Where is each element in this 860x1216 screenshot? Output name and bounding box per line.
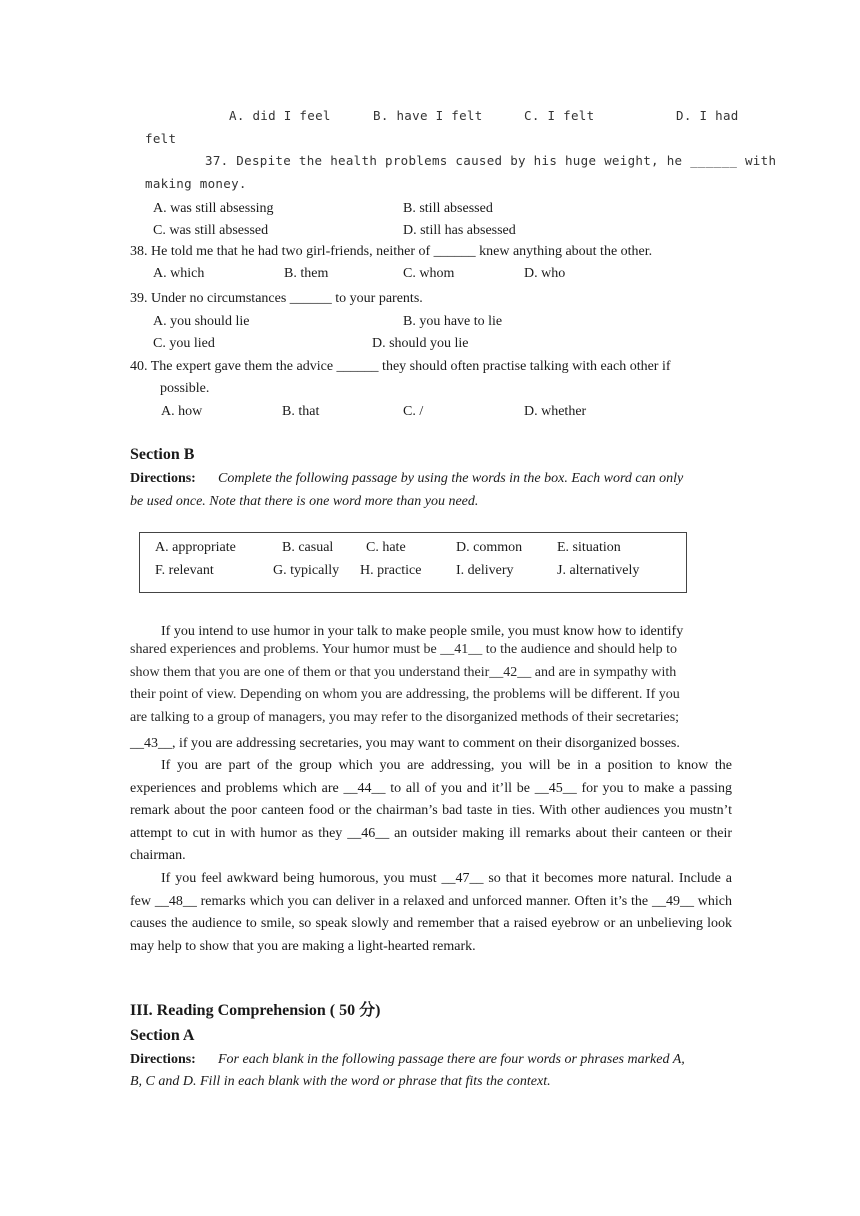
q37-option-d: D. still has absessed [403,223,516,238]
word-bank-item: E. situation [557,540,621,555]
q36-option-d-cont: felt [145,131,177,146]
section-b-directions-line2: be used once. Note that there is one word more than you need. [130,494,479,509]
q40-stem-cont: possible. [160,381,210,396]
q39-option-b: B. you have to lie [403,314,503,329]
passage-p2-text: If you are part of the group which you are addressing, you will be in a position to know the experiences and problems which are __44__ to all of you and it’ll be __45__ for you to make a passing remark about the poor canteen food or the chairman’s bad taste in ties. With other audiences you mustn’t attempt to cut in with humor as they __46__ an outsider making ill remarks about their canteen or their chairman. [130,758,732,864]
passage-p1-line2: shared experiences and problems. Your humor must be __41__ to the audience and should help to [130,642,678,657]
section-b-directions-label: Directions: [130,471,196,486]
q40-option-d: D. whether [524,404,587,419]
word-bank-item: I. delivery [456,563,514,578]
q38-option-a: A. which [153,266,205,281]
passage-p3-text: If you feel awkward being humorous, you must __47__ so that it becomes more natural. Include a few __48__ remarks which you can deliver in a relaxed and unforced manner. Often it’s the __49__ which causes the audience to smile, so speak slowly and remember that a raised eyebrow or an unbelieving look may help to show that you are making a light-hearted remark. [130,871,732,954]
q39-option-d: D. should you lie [372,336,469,351]
word-bank-item: H. practice [360,563,422,578]
q37-stem-cont: making money. [145,176,247,191]
q36-option-c: C. I felt [524,108,595,123]
part-iii-directions-line1: For each blank in the following passage there are four words or phrases marked A, [218,1052,685,1067]
word-bank-item: J. alternatively [557,563,640,578]
part-iii-directions-line2: B, C and D. Fill in each blank with the word or phrase that fits the context. [130,1074,551,1089]
word-bank-item: D. common [456,540,523,555]
q40-option-a: A. how [161,404,203,419]
part-iii-title: III. Reading Comprehension ( 50 分) [130,1002,381,1019]
q39-option-a: A. you should lie [153,314,250,329]
passage-paragraph-2 [130,755,732,868]
passage-p1-line3: show them that you are one of them or that you understand their__42__ and are in sympathy with [130,665,677,680]
q38-stem: 38. He told me that he had two girl-friends, neither of ______ knew anything about the other. [130,244,653,259]
section-b-directions-line1: Complete the following passage by using the words in the box. Each word can only [218,471,684,486]
q37-stem: 37. Despite the health problems caused by his huge weight, he ______ with [205,153,777,168]
q40-stem: 40. The expert gave them the advice ______ they should often practise talking with each other if [130,359,671,374]
word-bank-item: G. typically [273,563,340,578]
section-b-title: Section B [130,446,195,463]
passage-p1-line6: __43__, if you are addressing secretaries, you may want to comment on their disorganized bosses. [130,736,680,751]
q37-option-b: B. still absessed [403,201,493,216]
word-bank-item: F. relevant [155,563,214,578]
q36-option-b: B. have I felt [373,108,483,123]
word-bank-item: B. casual [282,540,334,555]
q37-option-a: A. was still absessing [153,201,274,216]
q38-option-c: C. whom [403,266,455,281]
q37-option-c: C. was still absessed [153,223,269,238]
q38-option-d: D. who [524,266,566,281]
passage-p1-line5: are talking to a group of managers, you may refer to the disorganized methods of their secretaries; [130,710,680,725]
part-iii-directions-label: Directions: [130,1052,196,1067]
word-bank-item: C. hate [366,540,406,555]
q36-option-a: A. did I feel [229,108,331,123]
q40-option-c: C. / [403,404,424,419]
q39-option-c: C. you lied [153,336,215,351]
q38-option-b: B. them [284,266,329,281]
q40-option-b: B. that [282,404,320,419]
q36-option-d: D. I had [676,108,739,123]
passage-paragraph-3 [130,868,732,958]
part-iii-section-a-title: Section A [130,1027,195,1044]
word-bank-item: A. appropriate [155,540,236,555]
passage-p1-line4: their point of view. Depending on whom you are addressing, the problems will be different. If you [130,687,680,702]
q39-stem: 39. Under no circumstances ______ to your parents. [130,291,423,306]
passage-p1-line1: If you intend to use humor in your talk to make people smile, you must know how to identify [161,624,684,639]
